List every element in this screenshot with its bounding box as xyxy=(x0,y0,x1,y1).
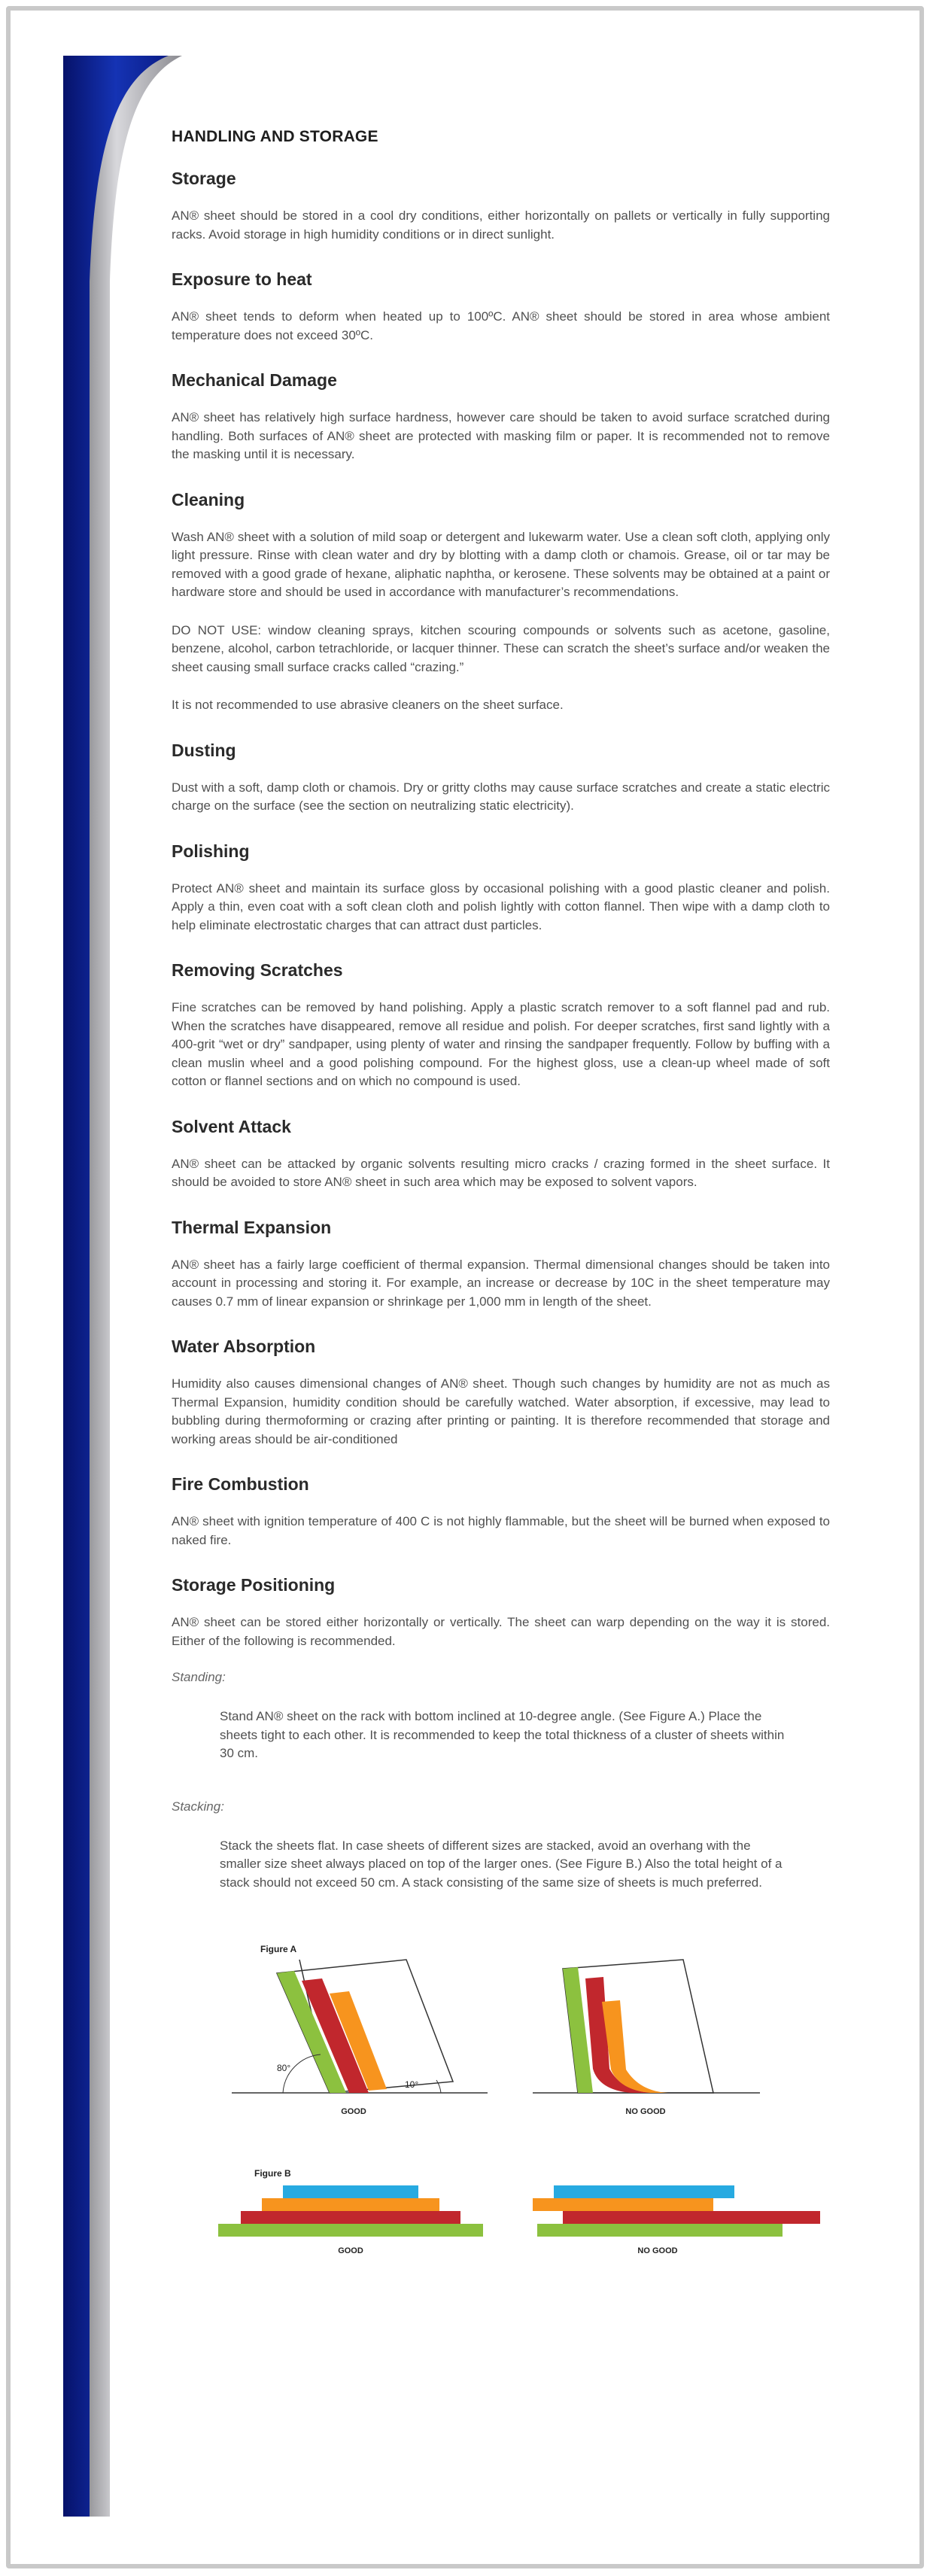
figure-a-good-label: GOOD xyxy=(341,2107,366,2116)
stacking-text: Stack the sheets flat. In case sheets of different sizes are stacked, avoid an overhang with the smaller size sheet always placed on top of the larger ones. (See Figure B.) Also the total height of a stack should not exceed 50 cm. A stack consisting of the same size of sheets is much preferred. xyxy=(220,1838,783,1890)
stacking-label: Stacking: xyxy=(172,1799,224,1814)
figures xyxy=(172,1937,830,2328)
section-heading: Cleaning xyxy=(172,489,245,509)
section-heading: Storage xyxy=(172,169,236,188)
page-title: HANDLING AND STORAGE xyxy=(172,128,378,145)
section-paragraph: AN® sheet should be stored in a cool dry conditions, either horizontally on pallets or vertically in fully supporting racks. Avoid storage in high humidity conditions or in direct sunlight. xyxy=(172,208,830,242)
section-heading: Fire Combustion xyxy=(172,1474,309,1494)
section-heading: Mechanical Damage xyxy=(172,370,337,390)
figure-illustrations xyxy=(172,1937,830,2328)
section-heading: Storage Positioning xyxy=(172,1575,336,1595)
section-paragraph: Wash AN® sheet with a solution of mild soap or detergent and lukewarm water. Use a clean soft cloth, applying only light pressure. Rinse with clean water and dry by blotting with a damp cloth or chamois. Grease, oil or tar may be removed with a good grade of hexane, aliphatic naphtha, or kerosene. These solvents may be obtained at a paint or hardware store and should be used in accordance with manufacturer’s recommendations. xyxy=(172,529,830,599)
section-heading: Polishing xyxy=(172,841,250,861)
section-paragraph: Dust with a soft, damp cloth or chamois. Dry or gritty cloths may cause surface scratches and create a static electric charge on the surface (see the section on neutralizing static electricity). xyxy=(172,780,830,813)
standing-label: Standing: xyxy=(172,1670,226,1684)
stack-sheet-green xyxy=(537,2224,783,2237)
section xyxy=(172,169,830,244)
figure-b-good-label: GOOD xyxy=(338,2246,363,2255)
section-paragraph: AN® sheet with ignition temperature of 400 C is not highly flammable, but the sheet will be burned when exposed to naked fire. xyxy=(172,1514,830,1547)
section xyxy=(172,841,830,935)
stack-sheet-green xyxy=(218,2224,483,2237)
section xyxy=(172,1474,830,1550)
section-heading: Thermal Expansion xyxy=(172,1217,332,1237)
section-paragraph: AN® sheet has a fairly large coefficient of thermal expansion. Thermal dimensional changes should be taken into account in processing and storing it. For example, an increase or decrease by 10C in the sheet temperature may causes 0.7 mm of linear expansion or shrinkage per 1,000 mm in length of the sheet. xyxy=(172,1257,830,1309)
figure-a-label: Figure A xyxy=(260,1944,297,1954)
section-paragraph: AN® sheet has relatively high surface hardness, however care should be taken to avoid surface scratched during handling. Both surfaces of AN® sheet are protected with masking film or paper. It is recommended not to remove the masking until it is necessary. xyxy=(172,410,830,461)
figure-b-nogood-label: NO GOOD xyxy=(637,2246,678,2255)
document-body xyxy=(172,128,830,2328)
section-paragraph: Protect AN® sheet and maintain its surface gloss by occasional polishing with a good plastic cleaner and polish. Apply a thin, even coat with a soft clean cloth and polish lightly with cotton flannel. Then wipe with a damp cloth to help eliminate electrostatic charges that can attract dust particles. xyxy=(172,880,830,932)
angle-80-label: 80° xyxy=(277,2063,291,2073)
section-heading: Water Absorption xyxy=(172,1337,316,1356)
band-blue-strip xyxy=(63,56,169,2517)
side-band xyxy=(63,56,182,2517)
section-heading: Removing Scratches xyxy=(172,960,343,980)
section xyxy=(172,1337,830,1449)
section xyxy=(172,741,830,816)
section-paragraph: AN® sheet tends to deform when heated up to 100ºC. AN® sheet should be stored in area whose ambient temperature does not exceed 30ºC. xyxy=(172,309,830,342)
section xyxy=(172,490,830,715)
section-paragraph: DO NOT USE: window cleaning sprays, kitchen scouring compounds or solvents such as acetone, gasoline, benzene, alcohol, carbon tetrachloride, or lacquer thinner. These can scratch the sheet’s surface and/or weaken the sheet causing small surface cracks called “crazing.” xyxy=(172,622,830,674)
stack-sheet-orange xyxy=(262,2198,439,2211)
stack-sheet-red xyxy=(241,2211,460,2224)
section xyxy=(172,1218,830,1312)
section xyxy=(172,370,830,464)
section xyxy=(172,269,830,345)
figure-a-nogood-label: NO GOOD xyxy=(625,2107,666,2116)
section-heading: Exposure to heat xyxy=(172,269,312,289)
figure-b-label: Figure B xyxy=(254,2168,291,2179)
section-paragraph: AN® sheet can be stored either horizontally or vertically. The sheet can warp depending on the way it is stored. Either of the following is recommended. xyxy=(172,1615,830,1648)
stack-sheet-orange xyxy=(533,2198,713,2211)
section-paragraph: It is not recommended to use abrasive cleaners on the sheet surface. xyxy=(172,698,564,712)
section-paragraph: Humidity also causes dimensional changes of AN® sheet. Though such changes by humidity are not as much as Thermal Expansion, humidity condition should be carefully watched. Water absorption, if excessive, may lead to bubbling during thermoforming or crazing after printing or painting. It is therefore recommended that storage and working areas should be air-conditioned xyxy=(172,1376,830,1446)
stack-sheet-blue xyxy=(283,2185,418,2198)
section-heading: Solvent Attack xyxy=(172,1116,291,1136)
section xyxy=(172,1117,830,1192)
section xyxy=(172,960,830,1091)
section-storage-positioning xyxy=(172,1575,830,1892)
stack-sheet-red xyxy=(563,2211,820,2224)
angle-arc-10 xyxy=(436,2080,441,2093)
section-paragraph: Fine scratches can be removed by hand polishing. Apply a plastic scratch remover to a soft flannel pad and rub. When the scratches have disappeared, remove all residue and polish. For deeper scratches, first sand lightly with a 400-grit “wet or dry” sandpaper, using plenty of water and rinsing the sandpaper frequently. Follow by buffing with a clean muslin wheel and a good polishing compound. For the highest gloss, use a clean-up wheel made of soft cotton or flannel sections and on which no compound is used. xyxy=(172,1000,830,1088)
section-heading: Dusting xyxy=(172,740,236,760)
stack-sheet-blue xyxy=(554,2185,734,2198)
section-paragraph: AN® sheet can be attacked by organic solvents resulting micro cracks / crazing formed in the sheet surface. It should be avoided to store AN® sheet in such area which may be exposed to solvent vapors. xyxy=(172,1156,830,1189)
standing-text: Stand AN® sheet on the rack with bottom inclined at 10-degree angle. (See Figure A.) Place the sheets tight to each other. It is recommended to keep the total thickness of a cluster of sheets within 30 cm. xyxy=(220,1709,785,1760)
angle-10-label: 10° xyxy=(405,2079,419,2090)
section-list xyxy=(172,169,830,1550)
